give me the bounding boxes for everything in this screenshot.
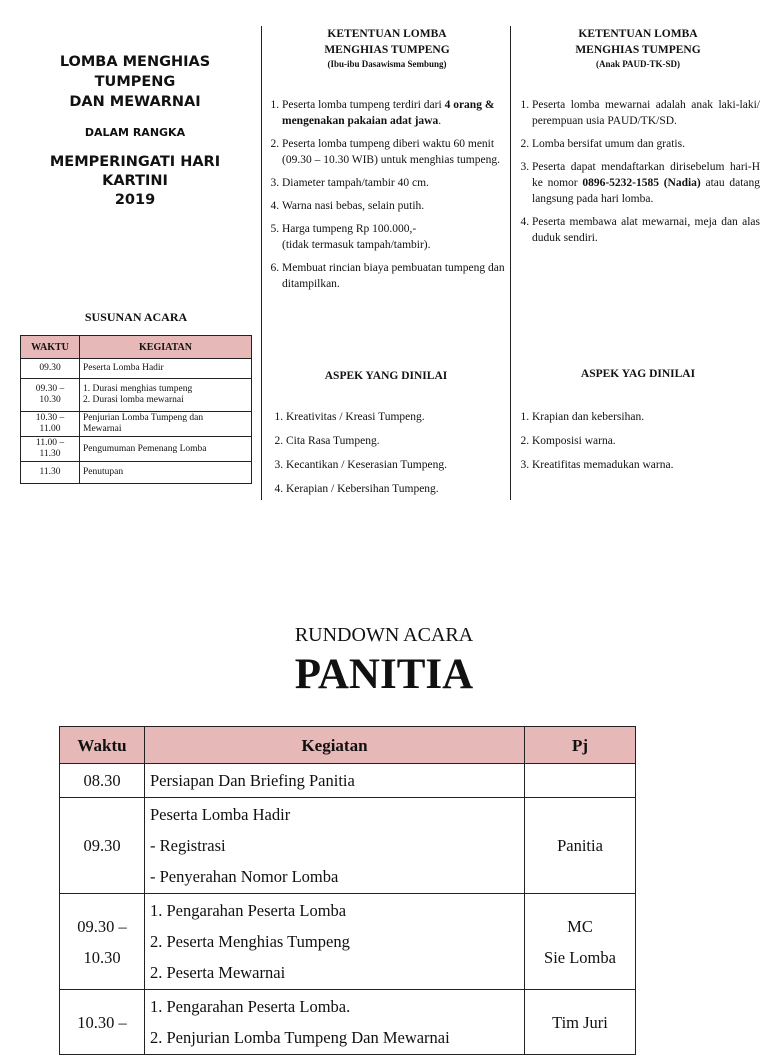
header-kegiatan: Kegiatan (145, 727, 525, 764)
list-item (532, 97, 760, 129)
rule-text: Peserta lomba tumpeng diberi waktu 60 menit (09.30 – 10.30 WIB) untuk menghias tumpeng. (282, 138, 500, 166)
time-text: 09.30 – (35, 384, 65, 394)
rule-text: (tidak termasuk tampah/tambir). (282, 239, 431, 251)
time-text: 11.00 (39, 424, 61, 434)
rule-text: Harga tumpeng Rp 100.000,- (282, 223, 417, 235)
time-text: 10.30 (39, 395, 61, 405)
event-subtitle: DALAM RANGKA (84, 126, 186, 139)
heading-sub: (Anak PAUD-TK-SD) (595, 59, 681, 69)
heading-line1: KETENTUAN LOMBA (327, 28, 447, 40)
rundown-pj (525, 798, 636, 894)
schedule-time (21, 437, 80, 462)
tumpeng-rules-heading (268, 26, 506, 70)
rundown-table (59, 726, 636, 1055)
rule-text: Peserta membawa alat mewarnai, meja dan alas duduk sendiri. (532, 216, 760, 244)
tumpeng-aspect-list (272, 409, 516, 505)
heading-line2: MENGHIAS TUMPENG (324, 44, 450, 56)
list-item (282, 198, 506, 214)
schedule-activity (80, 437, 252, 462)
list-item (282, 260, 506, 292)
mewarnai-aspect-title: ASPEK YAG DINILAI (580, 368, 696, 380)
pj-text: Sie Lomba (544, 947, 616, 967)
list-item (532, 159, 760, 207)
time-text: 09.30 – (77, 916, 127, 936)
schedule-header-row (21, 336, 252, 359)
contact-name: (Nadia) (663, 177, 701, 189)
rundown-time (60, 894, 145, 990)
list-item: 1. Kreativitas / Kreasi Tumpeng. (286, 409, 516, 425)
activity-text: Penjurian Lomba Tumpeng dan (83, 413, 204, 423)
rule-text: Lomba bersifat umum dan gratis. (532, 138, 685, 150)
time-text: 10.30 – (35, 413, 65, 423)
time-text: 11.00 – (35, 438, 65, 448)
heading-line1: KETENTUAN LOMBA (578, 28, 698, 40)
time-text: 10.30 – (77, 1012, 127, 1032)
rundown-pj (525, 894, 636, 990)
rundown-activity (145, 894, 525, 990)
schedule-activity (80, 412, 252, 437)
table-row (21, 379, 252, 412)
phone-number: 0896-5232-1585 (582, 177, 659, 189)
pj-text: MC (567, 916, 593, 936)
rundown-title: PANITIA (294, 651, 474, 698)
mewarnai-aspect-list (518, 409, 768, 481)
header-waktu: Waktu (60, 727, 145, 764)
schedule-title: SUSUNAN ACARA (84, 310, 188, 324)
rule-text: Peserta dapat mendaftarkan dirisebelum hari-H ke nomor (532, 161, 760, 189)
rundown-pj (525, 764, 636, 798)
activity-text: - Registrasi (150, 836, 226, 855)
list-item (282, 175, 506, 191)
table-row (60, 990, 636, 1055)
schedule-time (21, 379, 80, 412)
rundown-pj (525, 990, 636, 1055)
list-item: 4. Kerapian / Kebersihan Tumpeng. (286, 481, 516, 497)
event-title-line1: LOMBA MENGHIAS TUMPENG (59, 54, 211, 90)
list-item: 1. Krapian dan kebersihan. (532, 409, 768, 425)
pj-text: Panitia (557, 836, 603, 855)
schedule-table (20, 335, 252, 484)
list-item (282, 97, 506, 129)
time-text: 11.30 (39, 467, 61, 477)
heading-line2: MENGHIAS TUMPENG (575, 44, 701, 56)
table-row (21, 359, 252, 379)
mewarnai-rules-heading (518, 26, 758, 70)
schedule-activity (80, 379, 252, 412)
rundown-subtitle: RUNDOWN ACARA (294, 624, 474, 646)
time-text: 11.30 (39, 449, 61, 459)
list-item (282, 136, 506, 168)
list-item (532, 136, 760, 152)
activity-text: Mewarnai (83, 424, 122, 434)
activity-text: 1. Pengarahan Peserta Lomba. (150, 997, 351, 1016)
activity-text: 1. Pengarahan Peserta Lomba (150, 901, 347, 920)
table-row (60, 894, 636, 990)
list-item: 3. Kreatifitas memadukan warna. (532, 457, 768, 473)
activity-text: 2. Penjurian Lomba Tumpeng Dan Mewarnai (150, 1028, 450, 1047)
rule-text: Peserta lomba tumpeng terdiri dari (282, 99, 445, 111)
schedule-activity (80, 359, 252, 379)
activity-text: 2. Peserta Menghias Tumpeng (150, 932, 350, 951)
list-item: 3. Kecantikan / Keserasian Tumpeng. (286, 457, 516, 473)
tumpeng-rules-list (268, 97, 506, 299)
activity-text: 2. Peserta Mewarnai (150, 963, 286, 982)
pj-text: Tim Juri (552, 1012, 608, 1032)
event-title-line2: DAN MEWARNAI (69, 94, 201, 110)
list-item (532, 214, 760, 246)
rundown-time (60, 990, 145, 1055)
rule-text: . (438, 115, 442, 127)
activity-text: Pengumuman Pemenang Lomba (83, 443, 207, 454)
activity-text: - Penyerahan Nomor Lomba (150, 867, 339, 886)
occasion-line2: 2019 (114, 192, 156, 208)
activity-text: Persiapan Dan Briefing Panitia (150, 771, 355, 790)
list-item (282, 221, 506, 253)
time-text: 09.30 (39, 363, 61, 373)
rule-text: Warna nasi bebas, selain putih. (282, 200, 425, 212)
table-row (21, 462, 252, 484)
time-text: 10.30 (83, 947, 121, 967)
heading-sub: (Ibu-ibu Dasawisma Sembung) (327, 59, 447, 69)
schedule-header-time: WAKTU (21, 336, 80, 359)
header-pj: Pj (525, 727, 636, 764)
schedule-activity (80, 462, 252, 484)
rule-text: Peserta lomba mewarnai adalah anak laki-laki/ perempuan usia PAUD/TK/SD. (532, 99, 760, 127)
list-item: 2. Cita Rasa Tumpeng. (286, 433, 516, 449)
rundown-time (60, 764, 145, 798)
tumpeng-aspect-title: ASPEK YANG DINILAI (324, 370, 448, 382)
table-row (60, 798, 636, 894)
rule-emphasis: 4 orang & mengenakan pakaian adat jawa (282, 99, 495, 127)
rundown-activity (145, 764, 525, 798)
activity-text: Penutupan (83, 467, 124, 477)
schedule-time (21, 412, 80, 437)
table-row (21, 412, 252, 437)
event-title-block (18, 52, 252, 210)
column-divider-left (261, 26, 262, 500)
mewarnai-rules-list (518, 97, 760, 253)
schedule-time (21, 462, 80, 484)
activity-text: 2. Durasi lomba mewarnai (83, 395, 184, 405)
time-text: 09.30 (83, 836, 121, 855)
table-row (21, 437, 252, 462)
activity-text: Peserta Lomba Hadir (83, 363, 164, 373)
rule-text: Diameter tampah/tambir 40 cm. (282, 177, 429, 189)
activity-text: 1. Durasi menghias tumpeng (83, 384, 193, 394)
rundown-activity (145, 990, 525, 1055)
time-text: 08.30 (83, 771, 121, 790)
list-item: 2. Komposisi warna. (532, 433, 768, 449)
rundown-header-row (60, 727, 636, 764)
occasion-line1: MEMPERINGATI HARI KARTINI (49, 154, 221, 189)
activity-text: Peserta Lomba Hadir (150, 805, 291, 824)
rule-text: atau datang langsung pada hari lomba. (532, 177, 760, 205)
schedule-time (21, 359, 80, 379)
rule-text: Membuat rincian biaya pembuatan tumpeng dan ditampilkan. (282, 262, 505, 290)
rundown-time (60, 798, 145, 894)
table-row (60, 764, 636, 798)
rundown-activity (145, 798, 525, 894)
schedule-header-activity: KEGIATAN (80, 336, 252, 359)
